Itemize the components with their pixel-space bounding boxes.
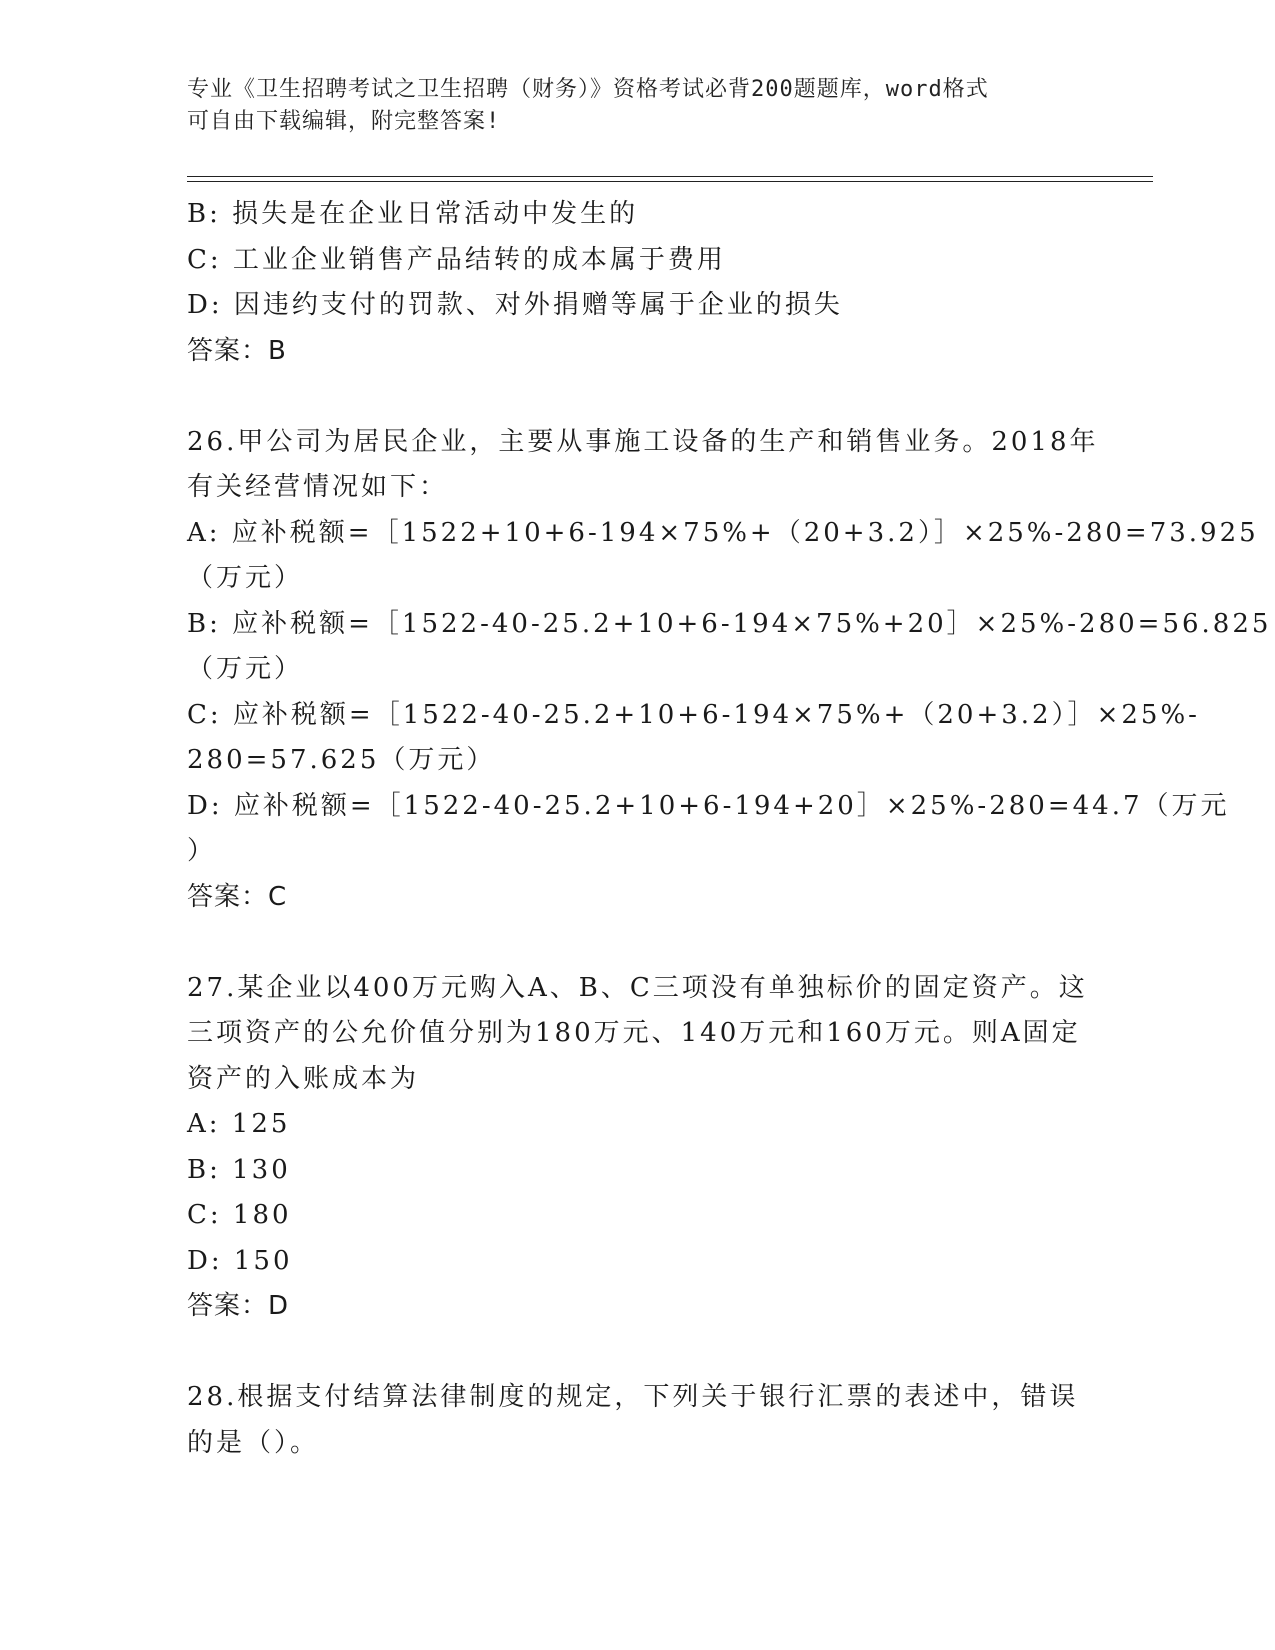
- header-line-1: 专业《卫生招聘考试之卫生招聘（财务）》资格考试必背200题题库，word格式: [187, 77, 989, 102]
- q26-option-a-line-1: A: 应补税额=［1522+10+6-194×75%+（20+3.2）］×25%-280=73.925: [187, 517, 1259, 548]
- q27-stem-line-2: 三项资产的公允价值分别为180万元、140万元和160万元。则A固定: [187, 1018, 1081, 1048]
- q26-option-d-line-1: D: 应补税额=［1522-40-25.2+10+6-194+20］×25%-280=44.7（万元: [187, 790, 1230, 821]
- q26-option-d-line-2: ）: [187, 836, 217, 866]
- q26-option-c-line-1: C: 应补税额=［1522-40-25.2+10+6-194×75%+（20+3.2）］×25%-: [187, 699, 1200, 730]
- spacer: [187, 920, 1087, 966]
- q25-option-c: C: 工业企业销售产品结转的成本属于费用: [187, 244, 726, 275]
- q26-stem-line-1: 26.甲公司为居民企业，主要从事施工设备的生产和销售业务。2018年: [187, 426, 1099, 457]
- question-26-block: [187, 420, 1272, 921]
- q27-option-d: D: 150: [187, 1245, 293, 1276]
- q27-option-a: A: 125: [187, 1109, 291, 1139]
- q27-option-b: B: 130: [187, 1154, 291, 1185]
- q26-option-b-line-1: B: 应补税额=［1522-40-25.2+10+6-194×75%+20］×25%-280=56.825: [187, 608, 1272, 639]
- q26-stem-line-2: 有关经营情况如下：: [187, 472, 449, 502]
- question-28-block: [187, 1375, 1087, 1466]
- document-header: [187, 74, 1067, 138]
- q25-option-d: D: 因违约支付的罚款、对外捐赠等属于企业的损失: [187, 290, 843, 320]
- q27-answer: 答案：D: [187, 1291, 290, 1321]
- question-content: [187, 192, 1272, 1466]
- header-line-2: 可自由下载编辑，附完整答案!: [187, 109, 501, 134]
- q28-stem-line-1: 28.根据支付结算法律制度的规定，下列关于银行汇票的表述中，错误: [187, 1382, 1079, 1412]
- question-25-block: [187, 192, 1087, 374]
- q25-answer: 答案：B: [187, 335, 287, 366]
- q26-option-b-line-2: （万元）: [187, 654, 304, 684]
- q26-answer: 答案：C: [187, 881, 288, 912]
- q28-stem-line-2: 的是（）。: [187, 1427, 320, 1458]
- q25-option-b: B: 损失是在企业日常活动中发生的: [187, 199, 639, 229]
- question-27-block: [187, 966, 1087, 1330]
- q26-option-c-line-2: 280=57.625（万元）: [187, 745, 496, 775]
- header-divider: [187, 176, 1153, 182]
- spacer: [187, 374, 1087, 420]
- spacer: [187, 1330, 1087, 1376]
- q26-option-a-line-2: （万元）: [187, 563, 304, 593]
- q27-stem-line-3: 资产的入账成本为: [187, 1063, 420, 1094]
- q27-option-c: C: 180: [187, 1200, 292, 1230]
- q27-stem-line-1: 27.某企业以400万元购入A、B、C三项没有单独标价的固定资产。这: [187, 972, 1088, 1003]
